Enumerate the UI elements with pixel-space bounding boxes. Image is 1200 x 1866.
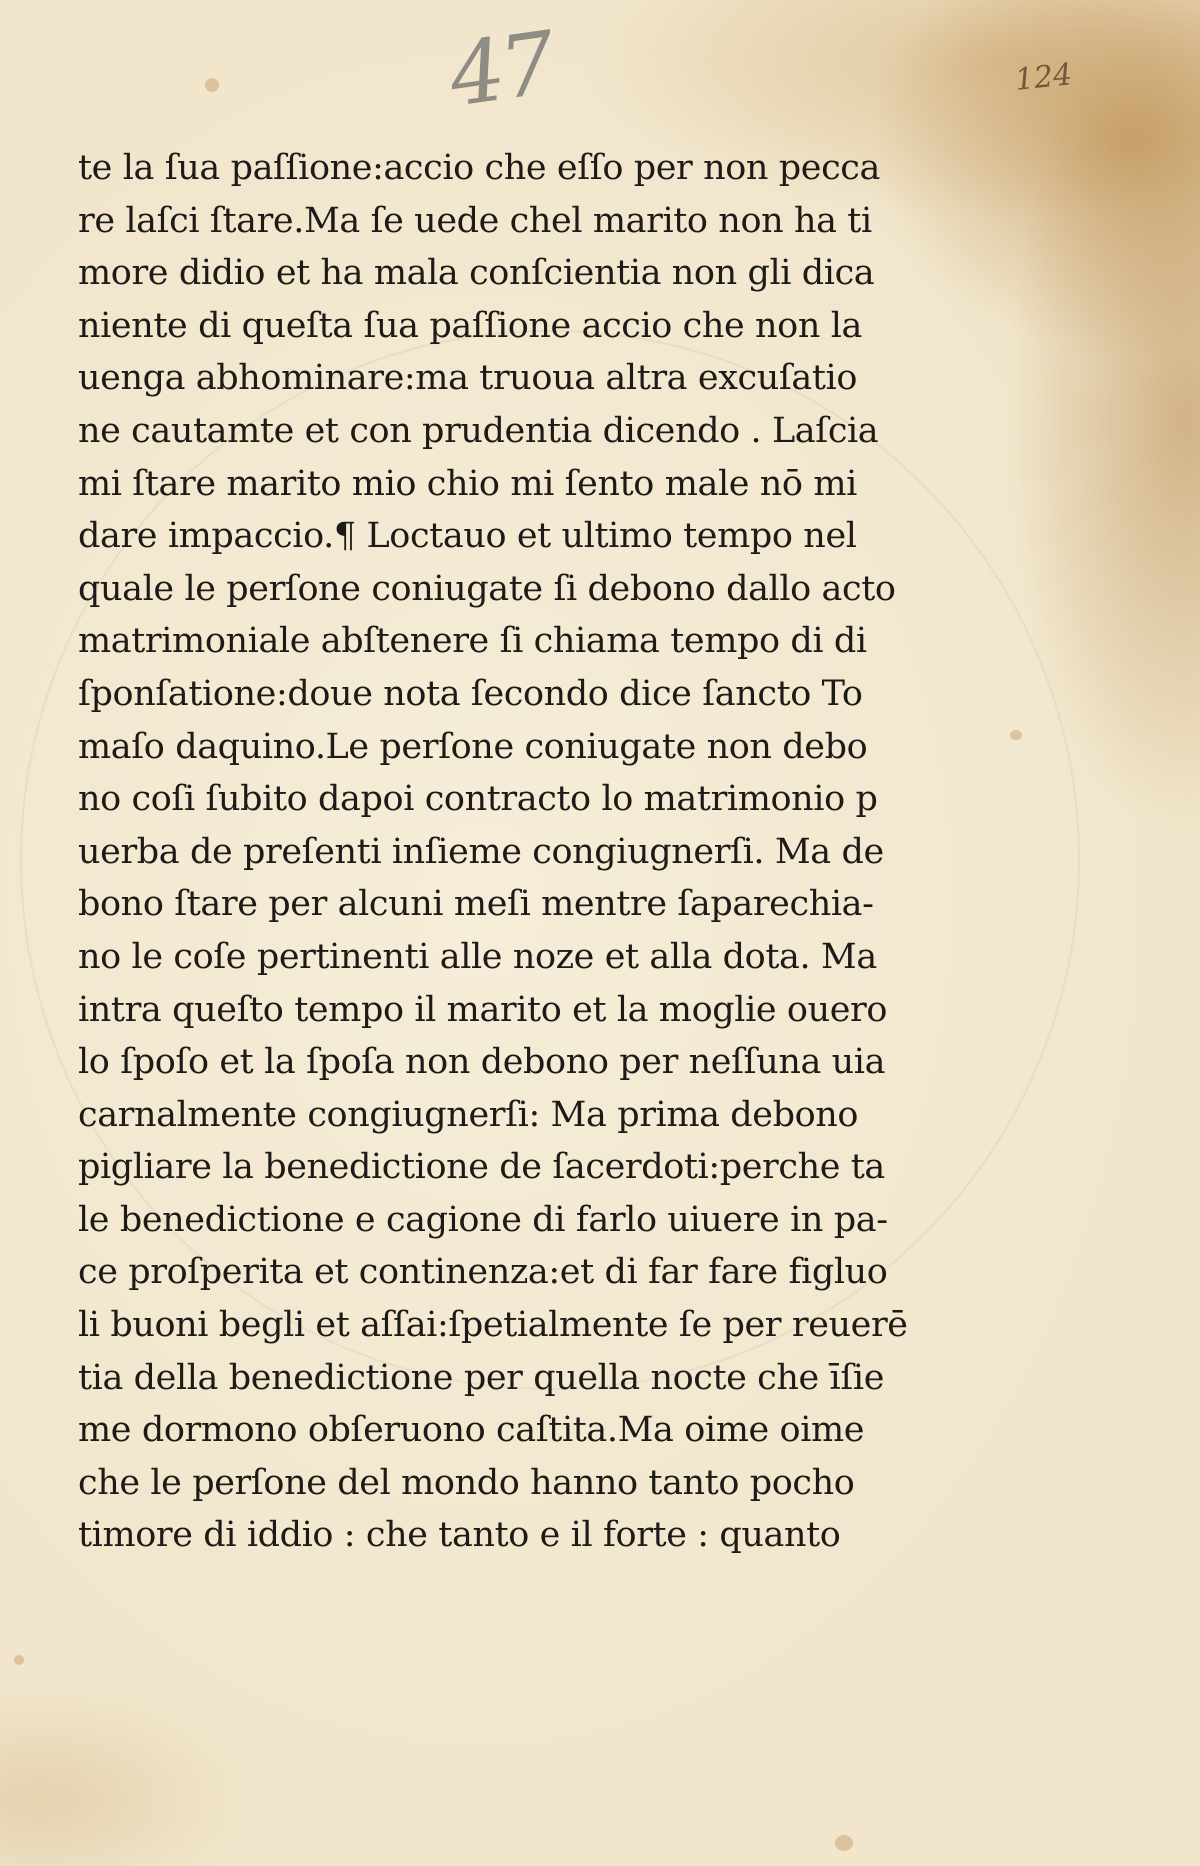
corner-page-number: 124 — [1013, 57, 1074, 98]
text-line: tia della benedictione per quella nocte che īſie — [78, 1357, 885, 1398]
text-line: timore di iddio : che tanto e il forte : quanto — [78, 1515, 841, 1556]
text-line: uenga abhominare:ma truoua altra excuſatio — [78, 358, 858, 399]
text-line: uerba de preſenti inſieme congiugnerſi. Ma de — [78, 831, 884, 872]
foxing-spot — [835, 1835, 853, 1851]
text-line: re laſci ſtare.Ma ſe uede chel marito non ha ti — [78, 200, 872, 241]
printed-text-block — [78, 142, 908, 1562]
text-line: pigliare la benedictione de ſacerdoti:perche ta — [78, 1147, 885, 1188]
foxing-spot — [205, 78, 219, 92]
text-line: dare impaccio.¶ Loctauo et ultimo tempo nel — [78, 516, 857, 557]
foxing-spot — [1010, 730, 1022, 740]
foxing-spot — [14, 1655, 24, 1665]
handwritten-folio-number: 47 — [443, 13, 558, 127]
text-line: maſo daquino.Le perſone coniugate non debo — [78, 726, 868, 767]
text-line: ne cautamte et con prudentia dicendo . Laſcia — [78, 410, 879, 451]
text-line: niente di queſta ſua paſſione accio che non la — [78, 305, 862, 346]
text-line: no le coſe pertinenti alle noze et alla dota. Ma — [78, 936, 877, 977]
text-line: quale le perſone coniugate ſi debono dallo acto — [78, 568, 896, 609]
text-line: ce proſperita et continenza:et di far fare figluo — [78, 1252, 888, 1293]
text-line: me dormono obſeruono caſtita.Ma oime oime — [78, 1410, 865, 1451]
text-line: che le perſone del mondo hanno tanto pocho — [78, 1462, 855, 1503]
text-line: li buoni begli et aſſai:ſpetialmente ſe per reuerē — [78, 1305, 908, 1346]
text-line: mi ſtare marito mio chio mi ſento male nō mi — [78, 463, 857, 504]
text-line: te la ſua paſſione:accio che eſſo per non pecca — [78, 148, 880, 188]
text-line: intra queſto tempo il marito et la moglie ouero — [78, 989, 888, 1030]
text-line: le benedictione e cagione di farlo uiuere in pa- — [78, 1199, 888, 1240]
text-line: ſponſatione:doue nota ſecondo dice ſancto To — [78, 673, 863, 714]
text-line: no coſi ſubito dapoi contracto lo matrimonio p — [78, 779, 878, 820]
text-line: more didio et ha mala conſcientia non gli dica — [78, 253, 875, 294]
text-line: bono ſtare per alcuni meſi mentre ſaparechia- — [78, 884, 874, 925]
text-line: carnalmente congiugnerſi: Ma prima debono — [78, 1094, 859, 1135]
text-line: matrimoniale abſtenere ſi chiama tempo di di — [78, 621, 867, 662]
text-line: lo ſpoſo et la ſpoſa non debono per neſſuna uia — [78, 1042, 886, 1083]
